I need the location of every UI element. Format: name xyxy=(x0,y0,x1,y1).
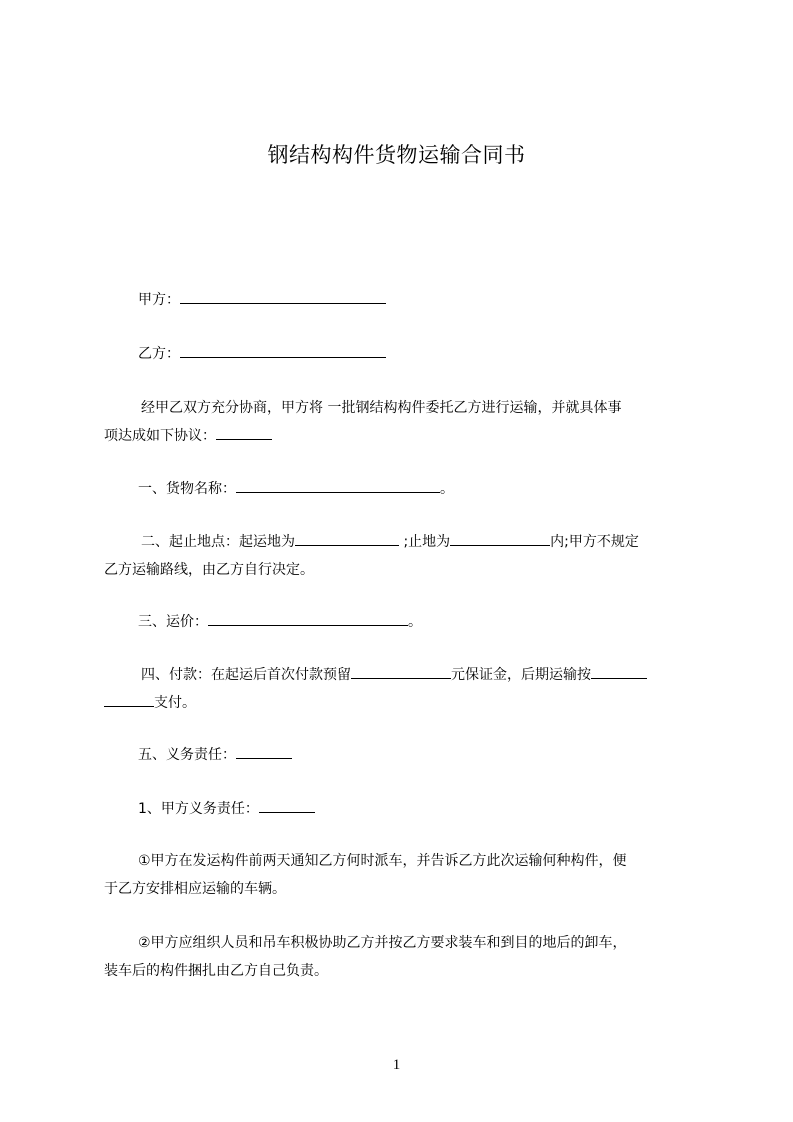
duty-1-line-1: ①甲方在发运构件前两天通知乙方何时派车，并告诉乙方此次运输何种构件，便 xyxy=(138,853,627,869)
payment-method-blank-cont xyxy=(104,690,154,707)
places-end: 内;甲方不规定 xyxy=(550,534,639,550)
party-b-label: 乙方： xyxy=(138,346,180,362)
party-a-blank xyxy=(180,287,386,304)
duty-2-line-2: 装车后的构件捆扎由乙方自己负责。 xyxy=(104,963,328,979)
party-b-line xyxy=(104,340,738,368)
document-title: 钢结构构件货物运输合同书 xyxy=(267,143,526,167)
goods-blank xyxy=(236,476,440,493)
intro-blank xyxy=(216,423,272,440)
places-line-2: 乙方运输路线，由乙方自行决定。 xyxy=(104,562,314,578)
payment-method-blank xyxy=(591,662,647,679)
intro-line-2 xyxy=(104,422,704,450)
price-label: 三、运价： xyxy=(138,614,208,630)
price-blank xyxy=(208,609,408,626)
goods-line xyxy=(104,475,738,503)
origin-blank xyxy=(295,529,399,546)
destination-blank xyxy=(450,529,550,546)
deposit-blank xyxy=(351,662,451,679)
duty-2-line-1: ②甲方应组织人员和吊车积极协助乙方并按乙方要求装车和到目的地后的卸车， xyxy=(138,935,627,951)
page-number: 1 xyxy=(392,1057,401,1073)
duties-label: 五、义务责任： xyxy=(138,747,236,763)
party-a-label: 甲方： xyxy=(138,292,180,308)
payment-line-2-end: 支付。 xyxy=(154,695,196,711)
party-a-duties-blank xyxy=(259,796,315,813)
intro-line-2-text: 项达成如下协议： xyxy=(104,428,216,444)
duties-line xyxy=(104,741,738,769)
price-suffix: 。 xyxy=(408,614,422,630)
goods-suffix: 。 xyxy=(440,481,454,497)
places-mid: ;止地为 xyxy=(399,534,451,550)
duties-blank xyxy=(236,742,292,759)
goods-label: 一、货物名称： xyxy=(138,481,236,497)
payment-line-1 xyxy=(104,661,741,689)
party-a-duties-line xyxy=(104,795,738,823)
price-line xyxy=(104,608,738,636)
party-a-duties-label: 1、甲方义务责任： xyxy=(138,801,259,817)
places-line-1 xyxy=(104,528,741,556)
intro-line-1: 经甲乙双方充分协商，甲方将 一批钢结构构件委托乙方进行运输，并就具体事 xyxy=(141,400,622,416)
party-a-line xyxy=(104,286,738,314)
places-start: 二、起止地点：起运地为 xyxy=(141,534,295,550)
party-b-blank xyxy=(180,341,386,358)
payment-start: 四、付款：在起运后首次付款预留 xyxy=(141,667,351,683)
duty-1-line-2: 于乙方安排相应运输的车辆。 xyxy=(104,881,286,897)
payment-mid: 元保证金，后期运输按 xyxy=(451,667,591,683)
payment-line-2 xyxy=(104,689,704,717)
